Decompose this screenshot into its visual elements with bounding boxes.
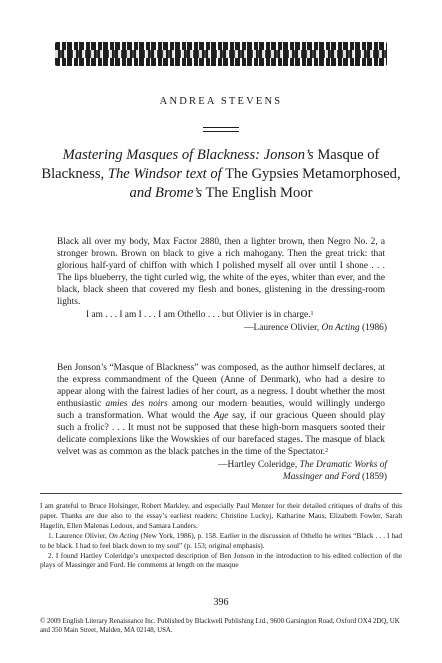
footnote-2: 2. I found Hartley Coleridge’s unexpected description of Ben Jonson in the introduction to his edited collection of the plays of Massinger and Ford. He comments at length on the masque [40, 550, 402, 570]
epigraph-line-text: I am . . . I am I . . . I am Othello . . . but Olivier is in charge. [86, 310, 311, 320]
title-segment: The English Moor [202, 185, 313, 201]
decorative-ornament-band [55, 42, 387, 66]
epigraph-coleridge [57, 362, 385, 458]
title-segment: and Brome’s [129, 185, 203, 201]
footnote-text: black. I had to feel black down to my soul” (p. 153; original emphasis). [54, 540, 265, 550]
title-segment: Masque of Blackness, [41, 147, 380, 182]
epigraph-olivier-line [86, 309, 314, 321]
page-number: 396 [213, 597, 229, 608]
footnote-1 [40, 531, 402, 551]
epigraph-italic: Age [213, 411, 229, 421]
epigraph-text: Ben Jonson’s “Masque of Blackness” was composed, as the author himself declares, at the express commandment of the Queen (Anne of Denmark), who had a desire to appear along with the fairest ladies of her court, as a negress. I doubt whether the most enthusiastic [57, 363, 385, 409]
footnote-text: 1. Laurence Olivier, [48, 530, 109, 540]
epigraph-olivier: Black all over my body, Max Factor 2880, then a lighter brown, then Negro No. 2, a stronger brown. Brown on black to give a rich mahogany. Then the great trick: that glorious half-yard of chiffon with which I polished myself all over until I shone . . . The lips blueberry, the tight curled wig, the white of the eyes, whiter than ever, and the black, black sheen that covered my flesh and bones, glistening in the dressing-room lights. [57, 237, 385, 307]
title-rule-bottom [203, 131, 239, 132]
footnote-text: (New York, 1986), p. 158. Earlier in the discussion of Othello he writes “Black . . . I had to [40, 530, 402, 550]
copyright-notice: © 2009 English Literary Renaissance Inc. Published by Blackwell Publishing Ltd., 9600 Garsington Road, Oxford OX4 2DQ, UK and 350 Main Street, Malden, MA 02148, USA. [40, 618, 400, 634]
epigraph-coleridge-attribution-1 [218, 459, 387, 471]
attribution-year: (1986) [359, 323, 387, 333]
epigraph-coleridge-attribution-2 [283, 471, 387, 483]
title-segment: Mastering Masques of Blackness: Jonson’s [62, 147, 314, 163]
footnote-marker: 1 [310, 311, 314, 317]
attribution-text: —Laurence Olivier, [244, 323, 322, 333]
attribution-text: —Hartley Coleridge, [218, 460, 300, 470]
epigraph-text: say, if our gracious Queen should play such a frolic? . . . It must not be supposed that these high-born masquers sooted their delicate complexions like the Wowskies of our barefaced stages. The masque of black velvet was as common as the black patches in the time of the Spectator. [57, 411, 386, 457]
attribution-title: Massinger and Ford [282, 472, 360, 482]
article-title [40, 146, 402, 203]
author-name: ANDREA STEVENS [159, 96, 283, 107]
epigraph-olivier-attribution [244, 322, 387, 334]
attribution-title: The Dramatic Works of [299, 460, 387, 470]
footnote-divider [40, 493, 402, 494]
ornament-inner-pattern [55, 50, 387, 58]
epigraph-italic: amies des noirs [105, 399, 168, 409]
attribution-year: (1859) [359, 472, 387, 482]
acknowledgment-note: I am grateful to Bruce Holsinger, Robert Markley, and especially Paul Menzer for their detailed critiques of drafts of this paper. Thanks are due also to the essay’s earliest readers: Christine Luckyj, Katharine Maus, Elizabeth Fowler, Sarah Hagelin, Ellen Malenas Ledoux, and Samara Landers. [40, 501, 402, 530]
footnote-italic: be [47, 540, 55, 550]
footnote-marker: 2 [325, 448, 329, 454]
title-segment: The Gypsies Metamorphosed, [221, 166, 401, 182]
title-rule-top [203, 127, 239, 128]
footnotes [40, 501, 402, 570]
footnote-italic: On Acting [108, 530, 139, 540]
title-segment: The Windsor text of [107, 166, 222, 182]
attribution-title: On Acting [321, 323, 360, 333]
epigraph-text: among our modern beauties, would willingly undergo such a transformation. What would the [57, 399, 385, 421]
